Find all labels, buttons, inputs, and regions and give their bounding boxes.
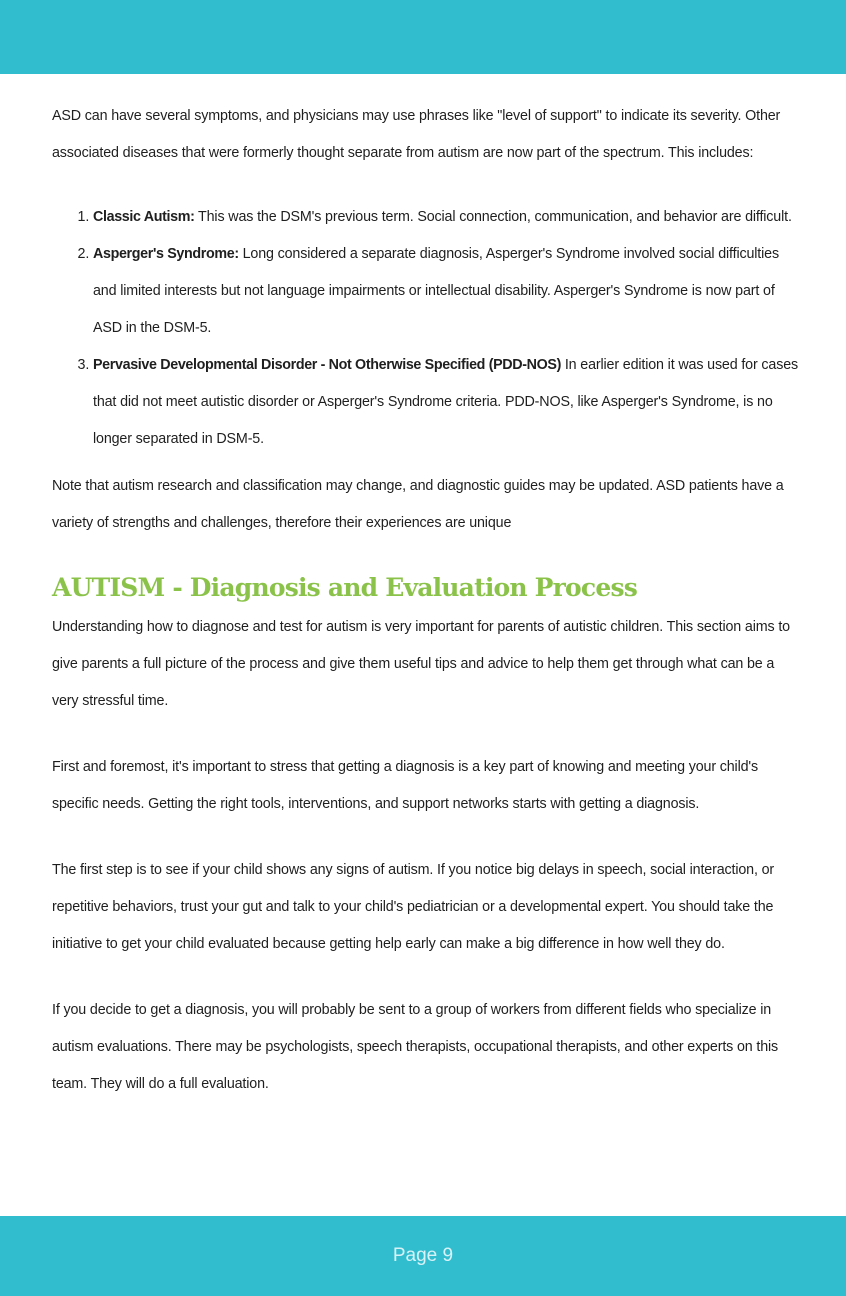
page-number: Page 9 bbox=[392, 1245, 454, 1266]
list-item-text: Long considered a separate diagnosis, Asperger's Syndrome involved social difficulties and limited interests but not language impairments or intellectual disability. Asperger's Syndrome is now part of ASD in the DSM-5. bbox=[93, 246, 779, 336]
list-item-term: Classic Autism: bbox=[93, 209, 195, 225]
note-paragraph: Note that autism research and classification may change, and diagnostic guides may be updated. ASD patients have a variety of strengths and challenges, therefore their experiences are unique bbox=[52, 478, 784, 531]
header-bar bbox=[0, 0, 846, 74]
page-content bbox=[52, 98, 800, 1103]
list-item-term: Asperger's Syndrome: bbox=[93, 246, 239, 262]
list-item-term: Pervasive Developmental Disorder - Not Otherwise Specified (PDD-NOS) bbox=[93, 357, 561, 373]
section-paragraph: The first step is to see if your child shows any signs of autism. If you notice big delays in speech, social interaction, or repetitive behaviors, trust your gut and talk to your child's pediatrician or a developmental expert. You should take the initiative to get your child evaluated because getting help early can make a big difference in how well they do. bbox=[52, 862, 775, 952]
list-item-text: In earlier edition it was used for cases that did not meet autistic disorder or Asperger's Syndrome criteria. PDD-NOS, like Asperger's Syndrome, is no longer separated in DSM-5. bbox=[93, 357, 799, 447]
list-item-text: This was the DSM's previous term. Social connection, communication, and behavior are difficult. bbox=[194, 209, 792, 225]
list-item bbox=[93, 199, 800, 236]
section-paragraph: Understanding how to diagnose and test for autism is very important for parents of autistic children. This section aims to give parents a full picture of the process and give them useful tips and advice to help them get through what can be a very stressful time. bbox=[52, 619, 790, 709]
list-item bbox=[93, 347, 800, 458]
intro-paragraph: ASD can have several symptoms, and physicians may use phrases like "level of support" to indicate its severity. Other associated diseases that were formerly thought separate from autism are now part of the spectrum. This includes: bbox=[52, 108, 781, 161]
list-item bbox=[93, 236, 800, 347]
spectrum-list bbox=[52, 199, 800, 458]
section-heading: AUTISM - Diagnosis and Evaluation Process bbox=[52, 573, 637, 602]
section-paragraph: First and foremost, it's important to stress that getting a diagnosis is a key part of knowing and meeting your child's specific needs. Getting the right tools, interventions, and support networks starts with getting a diagnosis. bbox=[52, 759, 758, 812]
section-paragraph: If you decide to get a diagnosis, you will probably be sent to a group of workers from different fields who specialize in autism evaluations. There may be psychologists, speech therapists, occupational therapists, and other experts on this team. They will do a full evaluation. bbox=[52, 1002, 779, 1092]
